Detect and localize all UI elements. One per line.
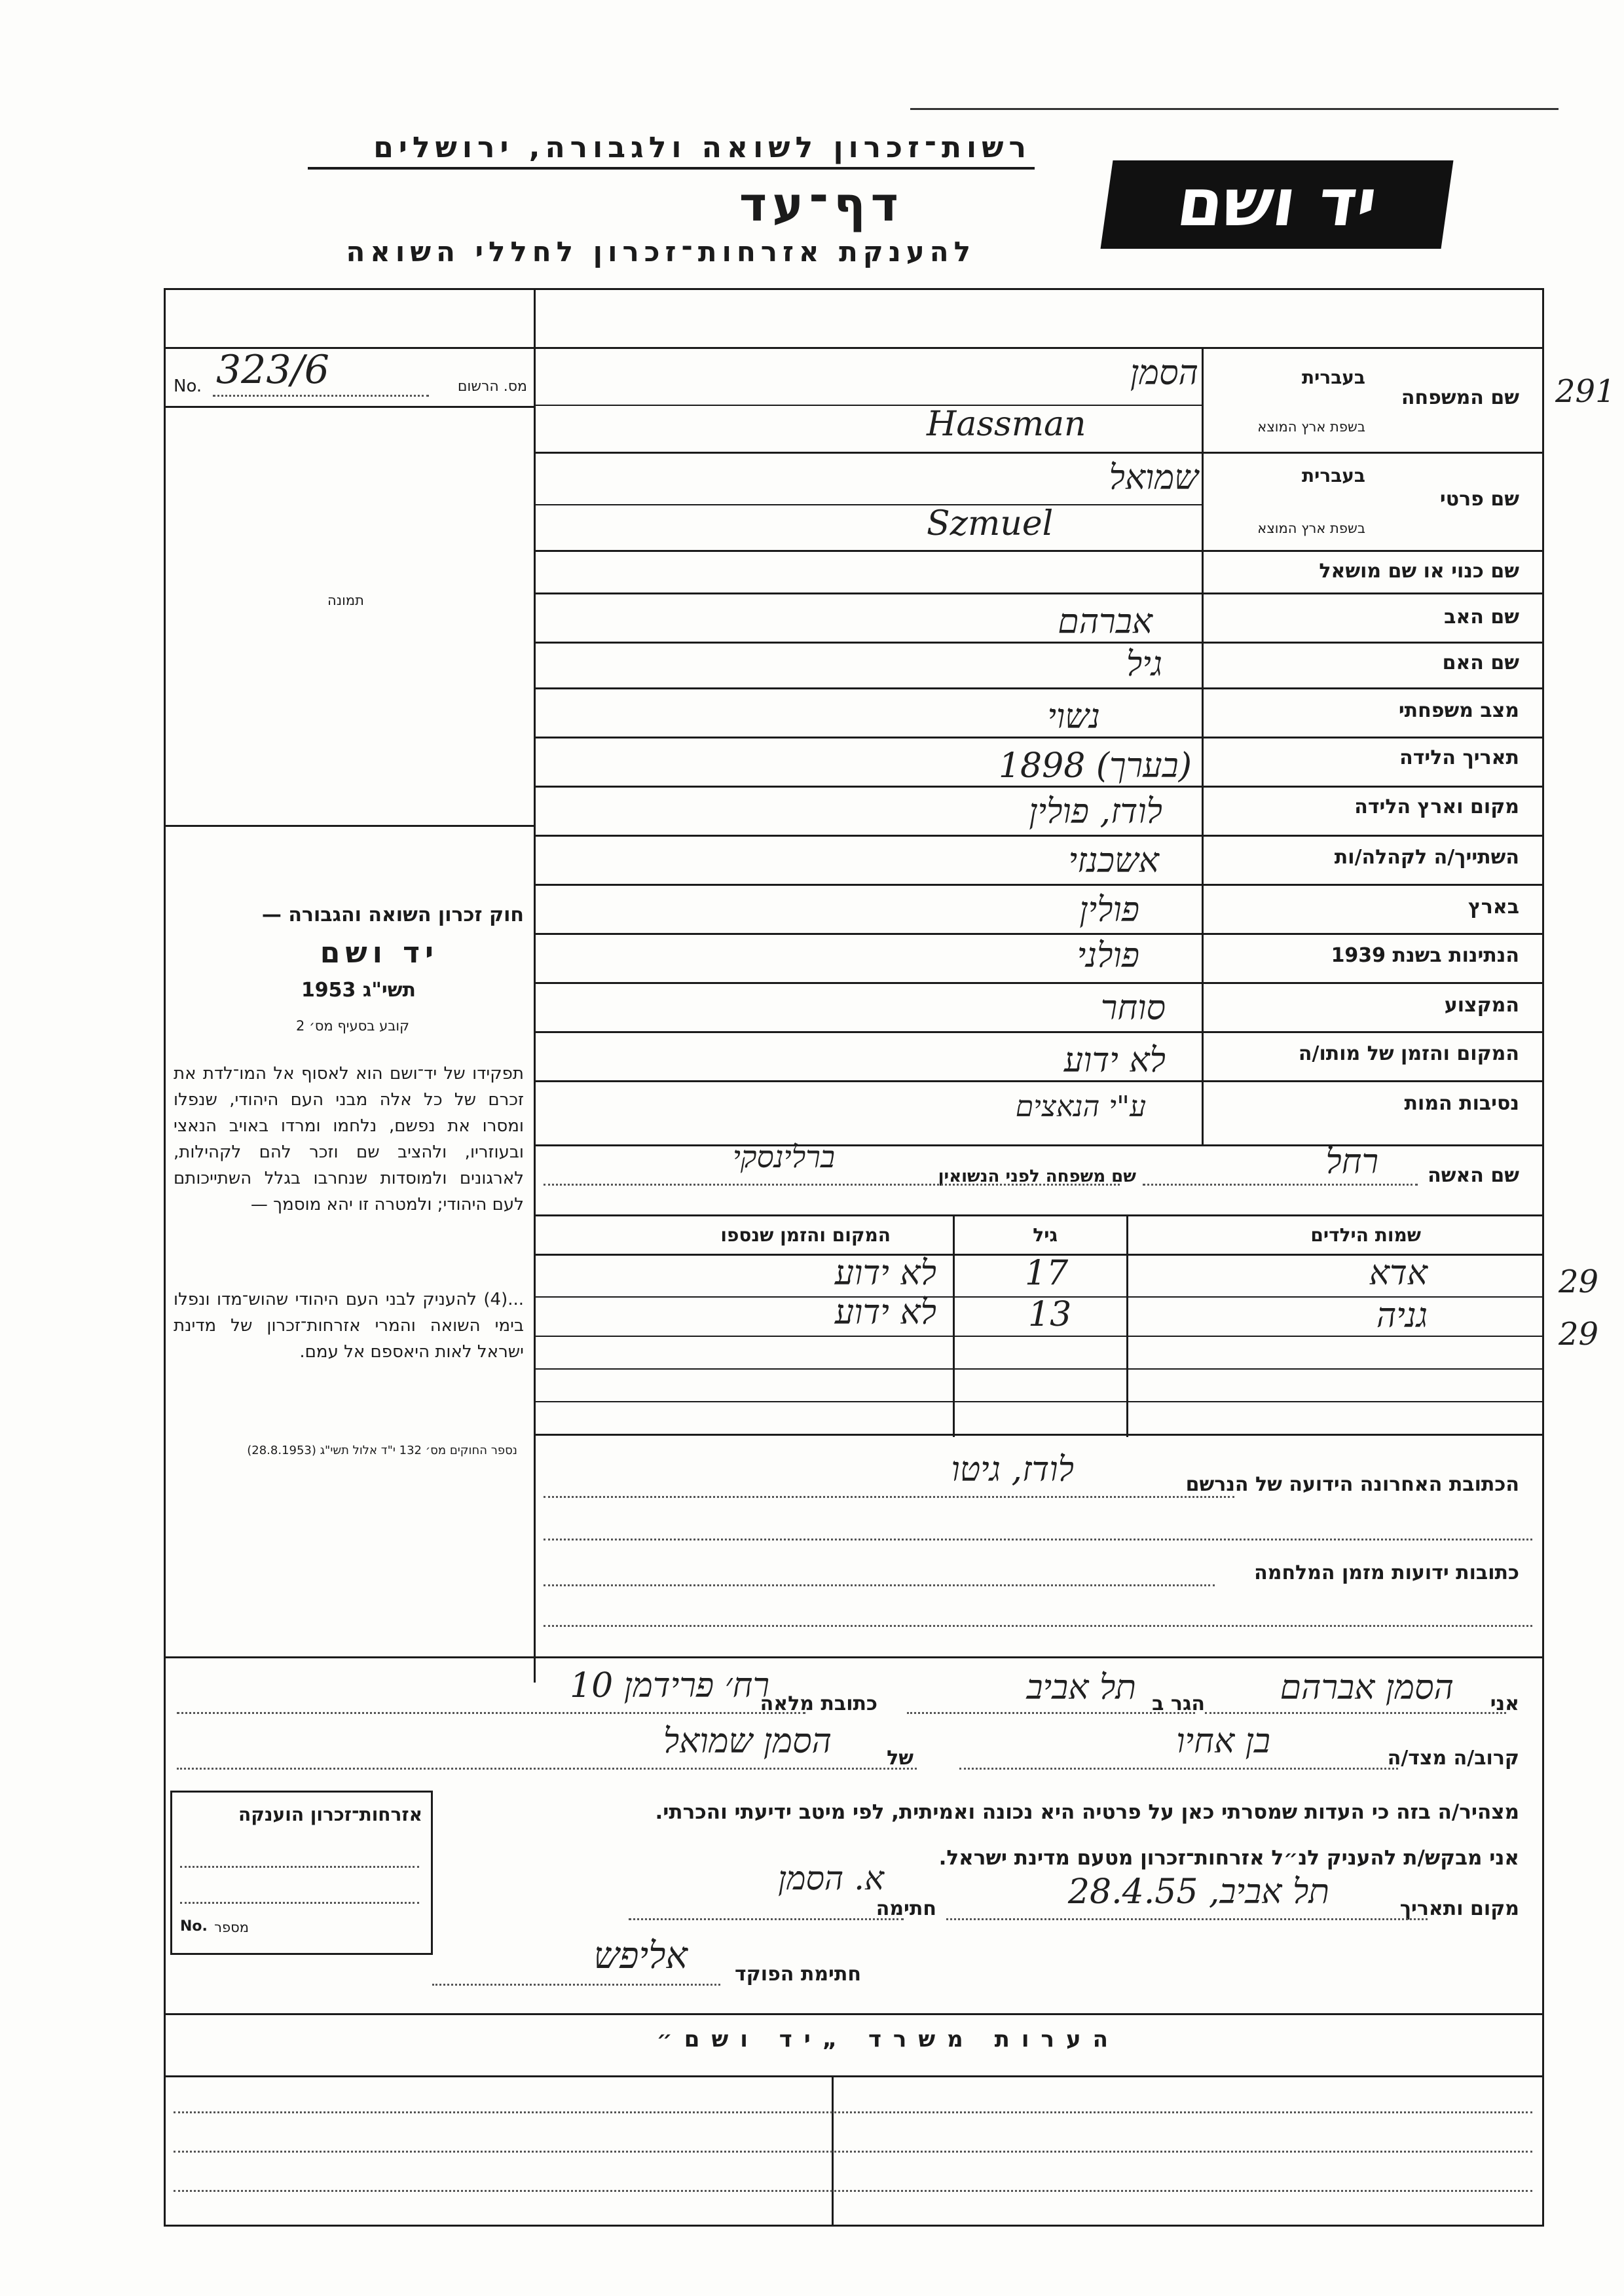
maiden-label: שם משפחה לפני הנשואין <box>938 1167 1136 1186</box>
full-address-line <box>177 1712 805 1714</box>
wartime-address-label: כתובות ידועות מזמן המלחמה <box>1254 1561 1519 1584</box>
row-line-father <box>534 642 1542 644</box>
nickname-label: שם כנוי או שם מושאל <box>1319 560 1519 583</box>
firstname-label: שם פרטי <box>1439 488 1519 511</box>
officer-signature-line <box>432 1984 720 1986</box>
row-line-nickname <box>534 592 1542 594</box>
death-place-value: לא ידוע <box>1063 1041 1166 1080</box>
place-date-label: מקום ותאריך <box>1399 1897 1519 1920</box>
row-line-marital <box>534 737 1542 738</box>
declarant-name-value: הסמן אברהם <box>1280 1668 1454 1707</box>
yad-vashem-logo: יד ושם <box>1101 160 1454 249</box>
birthdate-label: תאריך הלידה <box>1399 746 1519 769</box>
country-value: פולין <box>1079 890 1139 930</box>
wartime-address-line-2 <box>544 1625 1532 1627</box>
signature-line <box>629 1918 904 1920</box>
child-2-age: 13 <box>1028 1295 1072 1334</box>
row-line-profession <box>534 1031 1542 1033</box>
declaration-i-label: אני <box>1490 1692 1519 1715</box>
top-rule <box>910 108 1559 110</box>
marital-value: נשוי <box>1047 697 1100 737</box>
office-notes-line-1 <box>174 2111 1532 2113</box>
citizenship-value: פולני <box>1077 936 1139 975</box>
children-col-divider-2 <box>1126 1214 1128 1437</box>
row-line-citizenship <box>534 982 1542 984</box>
children-table-bottom <box>534 1434 1542 1436</box>
officer-signature-value: אליפש <box>593 1935 688 1977</box>
registration-number-label: מס. הרשום <box>457 378 527 395</box>
firstname-native-label: בשפת ארץ המוצא <box>1257 520 1365 536</box>
signature-label: חתימה <box>876 1897 936 1920</box>
citizenship-box-no-label: No. <box>180 1918 208 1935</box>
last-address-line-2 <box>544 1539 1532 1540</box>
officer-signature-label: חתימת הפוקד <box>735 1963 861 1986</box>
row-line-death-place <box>534 1080 1542 1082</box>
form-title: דף־עד <box>739 177 904 232</box>
surname-native-label: בשפת ארץ המוצא <box>1257 419 1365 435</box>
place-date-value: תל אביב, 28.4.55 <box>1067 1872 1329 1912</box>
authority-title: רשות־זכרון לשואה ולגבורה, ירושלים <box>373 131 1031 164</box>
of-value: הסמן שמואל <box>663 1722 832 1761</box>
registration-number-value: 323/6 <box>216 347 329 393</box>
firstname-hebrew-value: שמואל <box>1109 458 1198 498</box>
row-line-country <box>534 933 1542 935</box>
office-notes-line-3 <box>174 2190 1532 2192</box>
place-date-line <box>946 1918 1428 1920</box>
authority-underline <box>308 167 1035 170</box>
law-heading: חוק זכרון השואה והגבורה — <box>261 903 524 926</box>
label-column-divider <box>1202 347 1204 1146</box>
firstname-native-value: Szmuel <box>927 504 1054 543</box>
office-notes-divider <box>832 2075 834 2225</box>
birthdate-value: (בערך) 1898 <box>998 746 1192 786</box>
firstname-hebrew-label: בעברית <box>1301 465 1365 486</box>
country-label: בארץ <box>1467 896 1519 919</box>
declaration-statement: מצהיר/ה בזה כי העדות שמסרתי כאן על פרטיה היא נכונה ואמיתית, לפי מיטב ידיעתי והכרתי. <box>655 1800 1519 1824</box>
child-1-place: לא ידוע <box>834 1254 936 1293</box>
child-2-place: לא ידוע <box>834 1293 936 1332</box>
maiden-value: ברלינסקי <box>732 1139 835 1175</box>
profession-label: המקצוע <box>1444 994 1519 1017</box>
firstname-mid-line <box>534 504 1202 505</box>
surname-native-value: Hassman <box>927 405 1086 444</box>
citizenship-box-number-label: מספר <box>214 1920 249 1935</box>
signature-value: א. הסמן <box>778 1859 884 1897</box>
child-2-side: 29 <box>1559 1316 1599 1353</box>
form-subtitle: להענקת אזרחות־זכרון לחללי השואה <box>346 236 976 268</box>
row-line-death-cause <box>534 1144 1542 1146</box>
maiden-line <box>544 1184 1120 1186</box>
surname-hebrew-value: הסמן <box>1130 354 1198 393</box>
child-1-name: אדא <box>1369 1254 1428 1293</box>
children-col-age: גיל <box>1033 1224 1058 1246</box>
children-row-line-3 <box>534 1368 1542 1370</box>
row-line-birthdate <box>534 786 1542 788</box>
frame-top <box>164 288 1544 290</box>
death-place-label: המקום והזמן של מותו/ה <box>1298 1042 1519 1065</box>
mother-value: גיל <box>1126 645 1162 684</box>
law-clause: קובע בסעיף מס׳ 2 <box>296 1018 409 1034</box>
last-address-value: לודז, גיטו <box>951 1450 1074 1489</box>
relation-label: קרוב/ה מצד/ה <box>1387 1747 1519 1770</box>
citizenship-box-line-2 <box>180 1902 419 1904</box>
office-notes-title: הערות משרד „יד ושם״ <box>656 2026 1120 2052</box>
photo-label: תמונה <box>327 592 364 608</box>
children-col-names: שמות הילדים <box>1310 1224 1421 1246</box>
children-row-line-4 <box>534 1401 1542 1402</box>
mother-label: שם האם <box>1442 651 1519 674</box>
last-address-line <box>544 1496 1234 1498</box>
row-line-community <box>534 884 1542 886</box>
child-1-side: 29 <box>1559 1264 1599 1300</box>
relation-value: בן אחיו <box>1176 1722 1270 1761</box>
death-cause-value: ע"י הנאצים <box>1015 1090 1146 1123</box>
declarant-name-line <box>1205 1712 1506 1714</box>
full-address-value: רח׳ פרידמן 10 <box>570 1666 769 1705</box>
frame-right <box>1542 288 1544 2226</box>
marital-label: מצב משפחתי <box>1398 699 1519 722</box>
surname-label: שם המשפחה <box>1401 386 1519 409</box>
row-line-wife <box>534 1214 1542 1216</box>
frame-bottom <box>164 2225 1544 2227</box>
community-label: השתייך/ה לקהלה/ות <box>1334 846 1519 869</box>
frame-left <box>164 288 166 2226</box>
surname-hebrew-label: בעברית <box>1301 367 1365 388</box>
last-address-label: הכתובת האחרונה הידועה של הנרשם <box>1185 1473 1519 1496</box>
law-year: תשי"ג 1953 <box>301 979 416 1002</box>
birthplace-label: מקום וארץ הלידה <box>1354 795 1519 818</box>
profession-value: סוחר <box>1100 989 1166 1028</box>
children-col-place: המקום והזמן שנספו <box>720 1224 891 1246</box>
children-col-divider-1 <box>953 1214 955 1437</box>
child-1-age: 17 <box>1025 1254 1069 1293</box>
child-2-name: גניה <box>1376 1296 1428 1336</box>
law-footnote: נספר החוקים מס׳ 132 י"ד אלול תשי"ג (28.8.1953) <box>247 1444 517 1457</box>
surname-mid-line <box>534 405 1202 406</box>
death-cause-label: נסיבות המות <box>1404 1092 1519 1115</box>
registration-number-line <box>213 395 429 397</box>
community-value: אשכנזי <box>1068 841 1159 881</box>
wife-line <box>1143 1184 1418 1186</box>
registration-box-line <box>164 406 534 408</box>
top-grid-line <box>164 347 1544 349</box>
wife-label: שם האשה <box>1428 1164 1519 1187</box>
full-address-label: כתובת מלאה <box>760 1692 877 1715</box>
row-line-birthplace <box>534 835 1542 837</box>
citizenship-box-line-1 <box>180 1866 419 1868</box>
citizenship-label: הנתינות בשנת 1939 <box>1331 944 1519 967</box>
row-line-firstname <box>534 550 1542 552</box>
declaration-request: אני מבקש/ת להעניק לנ״ל אזרחות־זכרון מטעם מדינת ישראל. <box>938 1846 1519 1870</box>
row-line-mother <box>534 687 1542 689</box>
side-number-1: 291 <box>1555 373 1615 410</box>
law-name: יד ושם <box>320 936 439 970</box>
office-notes-top <box>164 2013 1544 2015</box>
left-column-divider <box>534 288 536 1683</box>
birthplace-value: לודז, פולין <box>1029 792 1162 831</box>
resident-label: הגר ב <box>1152 1692 1205 1715</box>
law-text-2: ...(4) להעניק לבני העם היהודי שהוש־מדו ונפלו בימי השואה והמרי אזרחות־זכרון של מדינת ישראל לאות היאספם אל עמם. <box>174 1290 524 1362</box>
wife-value: רחל <box>1325 1142 1378 1182</box>
citizenship-box-title: אזרחות־זכרון הוענקה <box>238 1804 422 1825</box>
photo-box-bottom <box>164 825 534 827</box>
office-notes-line-2 <box>174 2151 1532 2153</box>
wartime-address-line <box>544 1584 1215 1586</box>
father-label: שם האב <box>1444 606 1519 629</box>
office-notes-header-line <box>164 2075 1544 2077</box>
registration-no-label: No. <box>174 376 202 396</box>
resident-line <box>907 1712 1195 1714</box>
of-label: של <box>887 1747 913 1770</box>
resident-city-value: תל אביב <box>1026 1668 1136 1707</box>
address-section-bottom <box>164 1656 1544 1658</box>
law-text-1: תפקידו של יד־ושם הוא לאסוף אל המו־לדת את זכרם של כל אלה מבני העם היהודי, שנפלו ומסרו את נפשם, נלחמו ומרדו באויב הנאצי ובעוזריו, ולהציב שם וזכר להם לקהילות, לארגונים ולמוסדות שנחרבו בגלל השתייכותם לעם היהודי; ולמטרה זו יהא מוסמך — <box>174 1064 524 1214</box>
father-value: אברהם <box>1058 602 1153 642</box>
relation-line <box>959 1768 1398 1770</box>
of-line <box>177 1768 917 1770</box>
children-row-line-2 <box>534 1336 1542 1337</box>
row-line-surname <box>534 452 1542 454</box>
